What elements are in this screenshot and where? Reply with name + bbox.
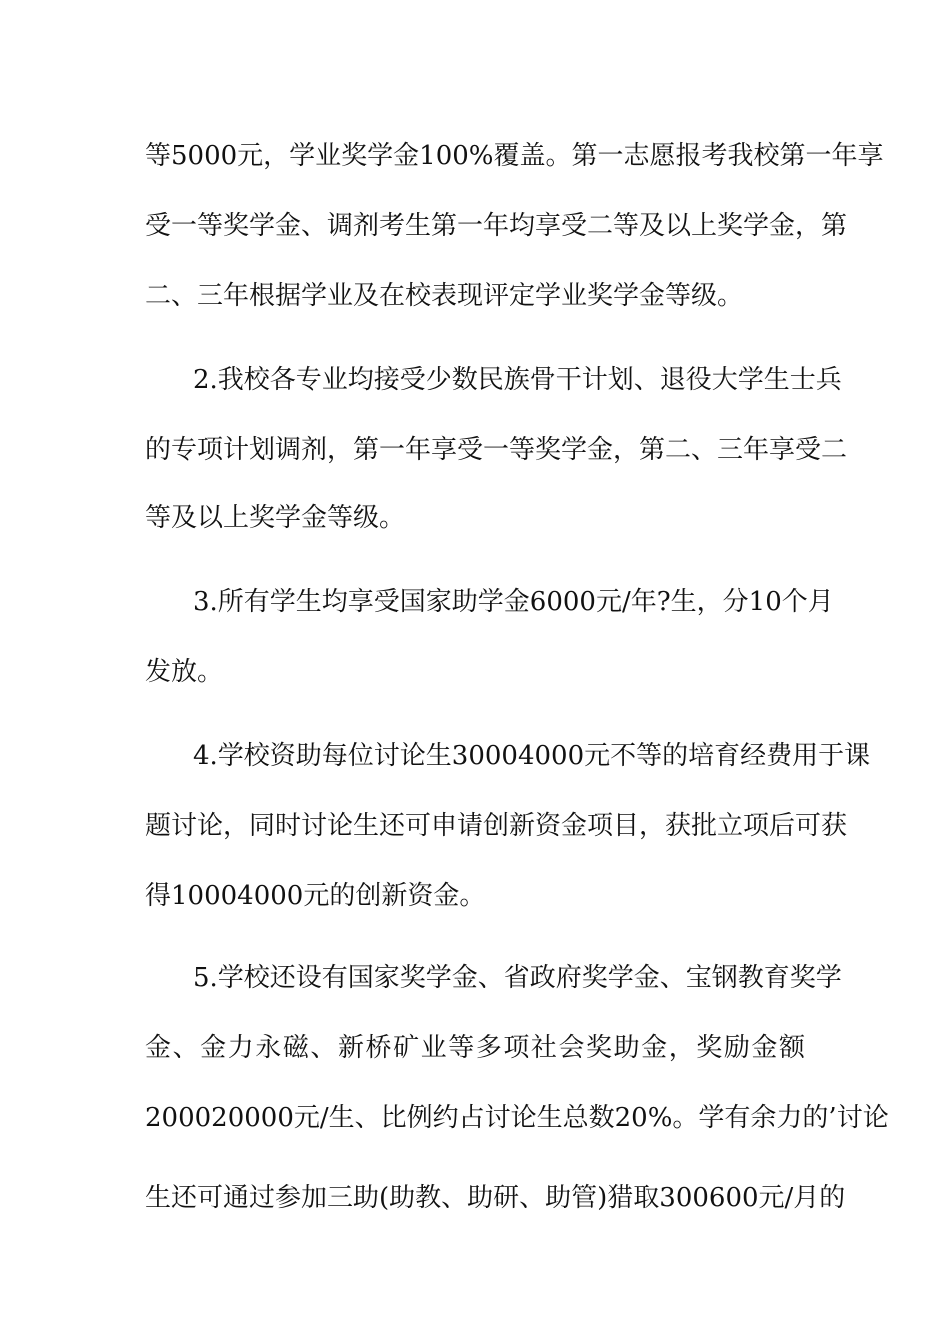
text-line: 受一等奖学金、调剂考生第一年均享受二等及以上奖学金，第	[145, 211, 848, 241]
text-line: 题讨论，同时讨论生还可申请创新资金项目，获批立项后可获	[145, 811, 848, 841]
text-line: 二、三年根据学业及在校表现评定学业奖学金等级。	[145, 281, 744, 311]
text-line: 4.学校资助每位讨论生30004000元不等的培育经费用于课	[193, 741, 871, 771]
text-line: 2.我校各专业均接受少数民族骨干计划、退役大学生士兵	[193, 365, 842, 395]
text-line: 的专项计划调剂，第一年享受一等奖学金，第二、三年享受二	[145, 435, 848, 465]
text-line: 200020000元/生、比例约占讨论生总数20%。学有余力的’讨论	[145, 1103, 889, 1133]
text-line: 发放。	[145, 657, 224, 687]
text-line: 得10004000元的创新资金。	[145, 881, 486, 911]
text-line: 3.所有学生均享受国家助学金6000元/年?生，分10个月	[193, 587, 834, 617]
text-line: 等5000元，学业奖学金100%覆盖。第一志愿报考我校第一年享	[145, 141, 884, 171]
text-line: 生还可通过参加三助(助教、助研、助管)猎取300600元/月的	[145, 1183, 846, 1213]
text-line: 金、金力永磁、新桥矿业等多项社会奖助金，奖励金额	[145, 1033, 805, 1063]
text-line: 等及以上奖学金等级。	[145, 503, 406, 533]
text-line: 5.学校还设有国家奖学金、省政府奖学金、宝钢教育奖学	[193, 963, 842, 993]
